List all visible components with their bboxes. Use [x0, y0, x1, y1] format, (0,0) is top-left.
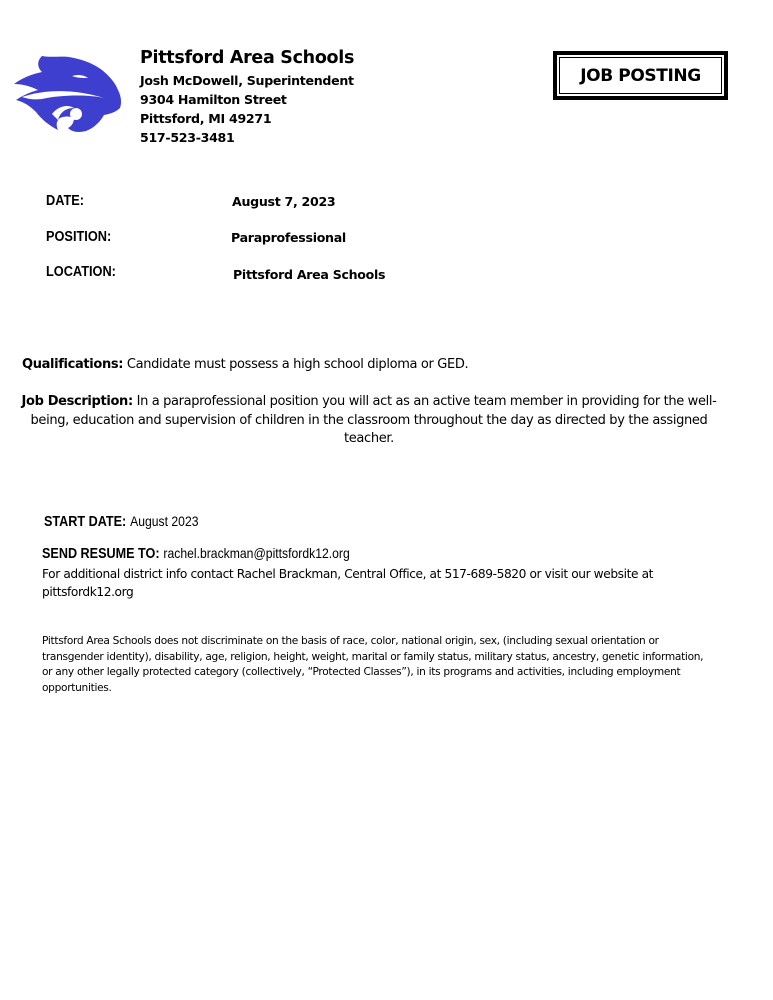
qualifications: [22, 356, 468, 375]
send-resume: [42, 545, 350, 563]
street-address: 9304 Hamilton Street: [140, 92, 287, 107]
phone-number: 517-523-3481: [140, 130, 235, 145]
start-date: [44, 513, 199, 531]
qualifications-label: Qualifications:: [22, 357, 124, 372]
job-description-line-3: teacher.: [344, 431, 394, 446]
panther-head-logo-icon: [12, 52, 124, 134]
send-resume-email[interactable]: rachel.brackman@pittsfordk12.org: [163, 545, 350, 561]
job-posting-badge-inner-border: [559, 57, 722, 94]
job-posting-title: JOB POSTING: [580, 65, 701, 86]
nondiscrimination-notice: [42, 634, 732, 696]
job-posting-badge: [553, 51, 728, 100]
location-label: LOCATION:: [46, 264, 116, 280]
date-value: August 7, 2023: [232, 194, 336, 209]
org-name: Pittsford Area Schools: [140, 48, 355, 68]
date-label: DATE:: [46, 193, 85, 209]
qualifications-text: Candidate must possess a high school diploma or GED.: [123, 357, 469, 372]
position-value: Paraprofessional: [231, 230, 346, 245]
notice-line-4: opportunities.: [42, 681, 112, 694]
start-date-value: August 2023: [130, 513, 199, 529]
contact-info: [42, 566, 682, 601]
website-link[interactable]: pittsfordk12.org: [42, 584, 134, 599]
location-value: Pittsford Area Schools: [233, 267, 386, 282]
position-label: POSITION:: [46, 229, 112, 245]
letterhead: [140, 46, 354, 147]
job-description-line-1: [14, 393, 724, 412]
job-description: [14, 393, 724, 449]
superintendent: Josh McDowell, Superintendent: [140, 73, 354, 88]
contact-info-line-1: For additional district info contact Rachel Brackman, Central Office, at 517-689-5820 or visit our website at: [42, 567, 654, 581]
send-resume-label: SEND RESUME TO:: [42, 546, 160, 562]
notice-line-3: or any other legally protected category (collectively, “Protected Classes”), in its programs and activities, including employment: [42, 666, 681, 678]
start-date-label: START DATE:: [44, 514, 127, 530]
city-state-zip: Pittsford, MI 49271: [140, 111, 272, 126]
notice-line-1: Pittsford Area Schools does not discriminate on the basis of race, color, national origin, sex, (including sexual orientation or: [42, 635, 659, 647]
job-description-text-1: In a paraprofessional position you will act as an active team member in providing for the well-: [132, 394, 717, 409]
job-description-label: Job Description:: [21, 394, 133, 409]
job-description-line-2: being, education and supervision of children in the classroom throughout the day as directed by the assigned: [30, 412, 708, 428]
notice-line-2: transgender identity), disability, age, religion, height, weight, marital or family status, military status, ancestry, genetic information,: [42, 650, 704, 663]
